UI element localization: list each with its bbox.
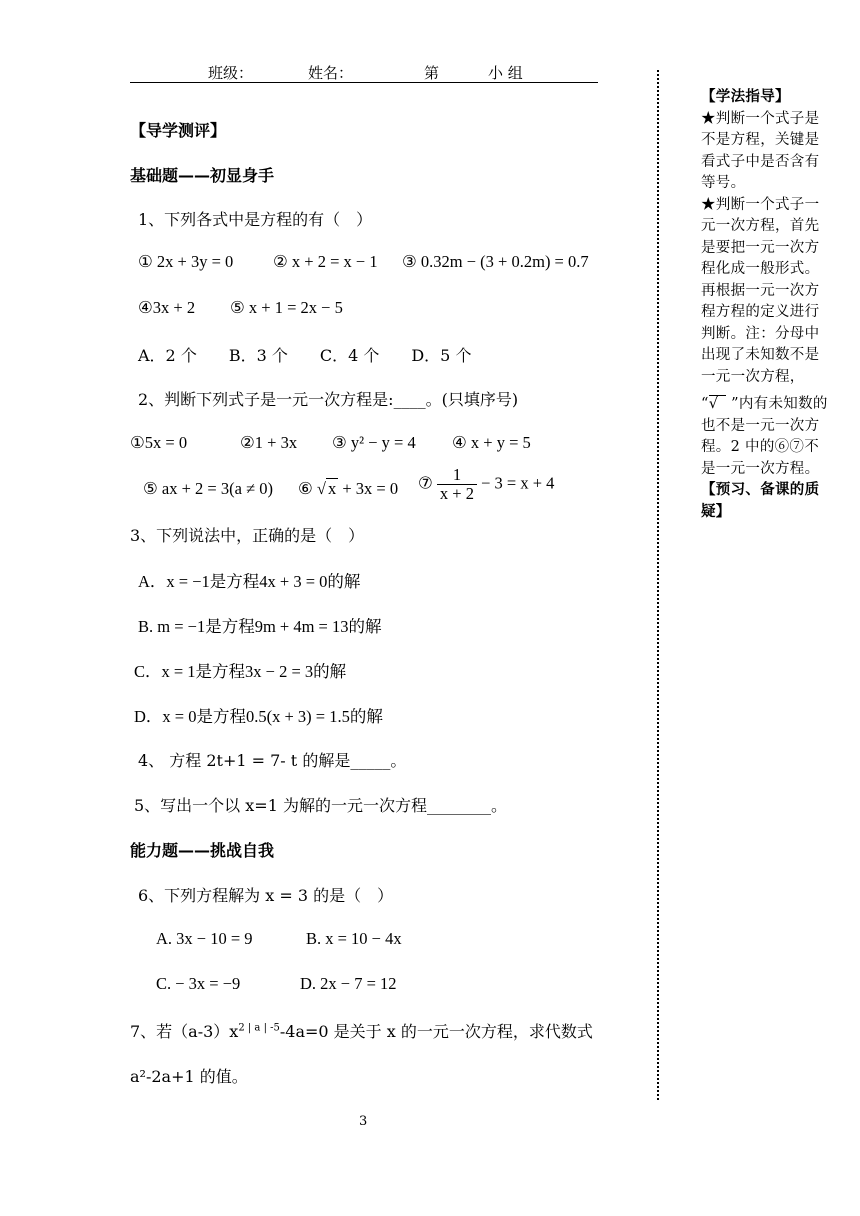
q2-e1: ①5x = 0 (130, 433, 188, 452)
q2-e7 (418, 466, 554, 503)
guide-tip-2b (701, 394, 831, 480)
q3-option-b: B. m = −1是方程9m + 4m = 13的解 (138, 617, 382, 636)
q2-e5: ⑤ ax + 2 = 3(a ≠ 0) (143, 479, 273, 498)
class-label: 班级： (208, 64, 254, 82)
preview-title: 【预习、备课的质疑】 (701, 482, 820, 520)
q1-opt4: ④3x + 2 (138, 298, 196, 317)
q7-line1 (130, 1019, 593, 1042)
study-guide-sidebar (701, 87, 831, 523)
header-rule (130, 82, 598, 83)
q2-e7-denominator: x + 2 (439, 484, 474, 503)
group-di: 第 (424, 64, 440, 82)
q6-option-c: C. − 3x = −9 (156, 974, 241, 993)
q2-e6-radicand: x (327, 479, 337, 498)
q1-opt2: ② x + 2 = x − 1 (273, 252, 378, 271)
q6-stem: 6、下列方程解为 x = 3 的是（ ） (138, 886, 394, 905)
guide-tip-1: ★判断一个式子是不是方程，关键是看式子中是否含有等号。 (701, 110, 820, 191)
guide-tip-2: ★判断一个式子一元一次方程，首先是要把一元一次方程化成一般形式。再根据一元一次方程方程的定义进行判断。注：分母中出现了未知数不是一元一次方程， (701, 196, 820, 385)
q1-stem: 1、下列各式中是方程的有（ ） (138, 210, 373, 229)
guide-title: 【学法指导】 (701, 89, 790, 105)
q5: 5、写出一个以 x=1 为解的一元一次方程________。 (134, 796, 507, 815)
q6-option-b: B. x = 10 − 4x (306, 929, 402, 948)
sqrt-symbol: √ (316, 479, 326, 498)
q6-option-a: A. 3x − 10 = 9 (156, 929, 253, 948)
group-label: 小 组 (488, 64, 523, 82)
section-title: 【导学测评】 (130, 121, 227, 140)
q4: 4、 方程 2t+1 = 7- t 的解是_____。 (138, 751, 407, 770)
basic-title: 基础题——初显身手 (130, 166, 275, 185)
q2-e4: ④ x + y = 5 (452, 433, 531, 452)
column-divider (657, 70, 659, 1100)
q7-prefix: 7、若（a-3）x (130, 1022, 239, 1041)
q1-opt1: ① 2x + 3y = 0 (138, 252, 234, 271)
ability-title: 能力题——挑战自我 (130, 841, 275, 860)
q2-e3: ③ y² − y = 4 (332, 433, 416, 452)
q2-e7-prefix: ⑦ (418, 473, 433, 493)
q3-option-c: C．x = 1是方程3x − 2 = 3的解 (134, 662, 347, 681)
q2-e2: ②1 + 3x (240, 433, 298, 452)
guide-tip-2b-text: ”内有未知数的也不是一元一次方程。2 中的⑥⑦不是一元一次方程。 (701, 396, 828, 477)
q1-opt3: ③ 0.32m − (3 + 0.2m) = 0.7 (402, 252, 589, 271)
q7-exponent: 2 | a | -5 (238, 1022, 280, 1034)
q6-option-d: D. 2x − 7 = 12 (300, 974, 397, 993)
q1-opt5: ⑤ x + 1 = 2x − 5 (230, 298, 343, 317)
q2-e7-fraction (437, 466, 477, 503)
q3-option-d: D．x = 0是方程0.5(x + 3) = 1.5的解 (134, 707, 383, 726)
q3-stem: 3、下列说法中，正确的是（ ） (130, 526, 365, 545)
sqrt-icon: √ (709, 395, 727, 412)
name-label: 姓名： (308, 64, 354, 82)
q2-e7-rest: − 3 = x + 4 (476, 473, 555, 493)
q2-e6-prefix: ⑥ (298, 479, 317, 498)
q1-choices: A．2 个 B．3 个 C．4 个 D．5 个 (138, 346, 472, 365)
q2-stem: 2、判断下列式子是一元一次方程是:____。(只填序号) (138, 390, 519, 409)
q2-e7-numerator: 1 (437, 466, 477, 485)
page-number: 3 (359, 1114, 368, 1129)
q7-line2: a²-2a+1 的值。 (130, 1067, 248, 1086)
q2-e6 (298, 479, 398, 499)
q7-rest: -4a=0 是关于 x 的一元一次方程，求代数式 (279, 1022, 593, 1041)
q3-option-a: A．x = −1是方程4x + 3 = 0的解 (138, 572, 361, 591)
quote-open: “ (701, 396, 709, 412)
q2-e6-rest: + 3x = 0 (338, 479, 399, 498)
